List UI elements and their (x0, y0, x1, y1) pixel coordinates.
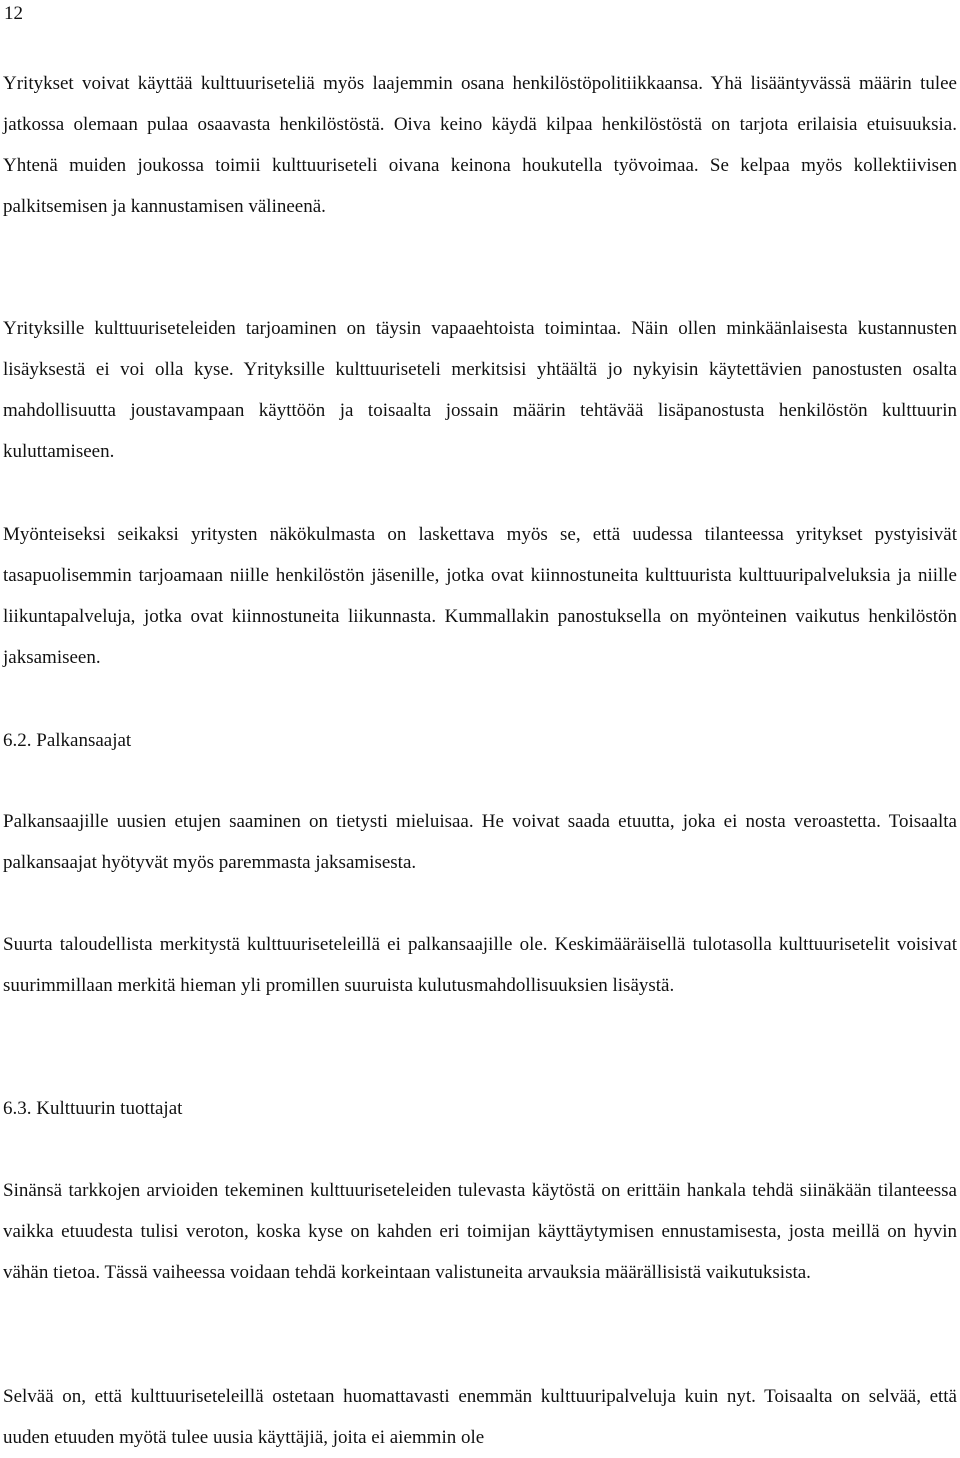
section-heading-wage-earners: 6.2. Palkansaajat (3, 730, 132, 751)
paragraph-more-services: Selvää on, että kulttuuriseteleillä ostetaan huomattavasti enemmän kulttuuripalveluja kuin nyt. Toisaalta on selvää, että uuden etuuden myötä tulee uusia käyttäjiä, joita ei aiemmin ole (3, 1386, 957, 1448)
page-number: 12 (4, 3, 23, 24)
paragraph-voluntary-offering: Yrityksille kulttuuriseteleiden tarjoaminen on täysin vapaaehtoista toimintaa. Näin ollen minkäänlaisesta kustannusten lisäyksestä ei voi olla kyse. Yrityksille kulttuuriseteli merkitsisi yhtäältä jo nykyisin käytettävien panostusten osalta mahdollisuutta joustavampaan käyttöön ja toisaalta jossain määrin tehtävää lisäpanostusta henkilöstön kulttuurin kuluttamiseen. (3, 318, 957, 462)
paragraph-estimation-difficulty: Sinänsä tarkkojen arvioiden tekeminen kulttuuriseteleiden tulevasta käytöstä on erittäin hankala tehdä siinäkään tilanteessa vaikka etuudesta tulisi veroton, koska kyse on kahden eri toimijan käyttäytymisen ennustamisesta, josta meillä on hyvin vähän tietoa. Tässä vaiheessa voidaan tehdä korkeintaan valistuneita arvauksia määrällisistä vaikutuksista. (3, 1180, 957, 1283)
paragraph-wage-earner-benefits: Palkansaajille uusien etujen saaminen on tietysti mieluisaa. He voivat saada etuutta, joka ei nosta veroastetta. Toisaalta palkansaajat hyötyvät myös paremmasta jaksamisesta. (3, 811, 957, 873)
section-heading-culture-producers: 6.3. Kulttuurin tuottajat (3, 1098, 183, 1119)
paragraph-economic-significance: Suurta taloudellista merkitystä kulttuuriseteleillä ei palkansaajille ole. Keskimääräisellä tulotasolla kulttuurisetelit voisivat suurimmillaan merkitä hieman yli promillen suuruista kulutusmahdollisuuksien lisäystä. (3, 934, 957, 996)
paragraph-company-hr-policy: Yritykset voivat käyttää kulttuuriseteliä myös laajemmin osana henkilöstöpolitiikkaansa. Yhä lisääntyvässä määrin tulee jatkossa olemaan pulaa osaavasta henkilöstöstä. Oiva keino käydä kilpaa henkilöstöstä on tarjota erilaisia etuisuuksia. Yhtenä muiden joukossa toimii kulttuuriseteli oivana keinona houkutella työvoimaa. Se kelpaa myös kollektiivisen palkitsemisen ja kannustamisen välineenä. (3, 73, 957, 217)
paragraph-positive-aspects: Myönteiseksi seikaksi yritysten näkökulmasta on laskettava myös se, että uudessa tilanteessa yritykset pystyisivät tasapuolisemmin tarjoamaan niille henkilöstön jäsenille, jotka ovat kiinnostuneita kulttuurista kulttuuripalveluksia ja niille liikuntapalveluja, jotka ovat kiinnostuneita liikunnasta. Kummallakin panostuksella on myönteinen vaikutus henkilöstön jaksamiseen. (3, 524, 957, 668)
